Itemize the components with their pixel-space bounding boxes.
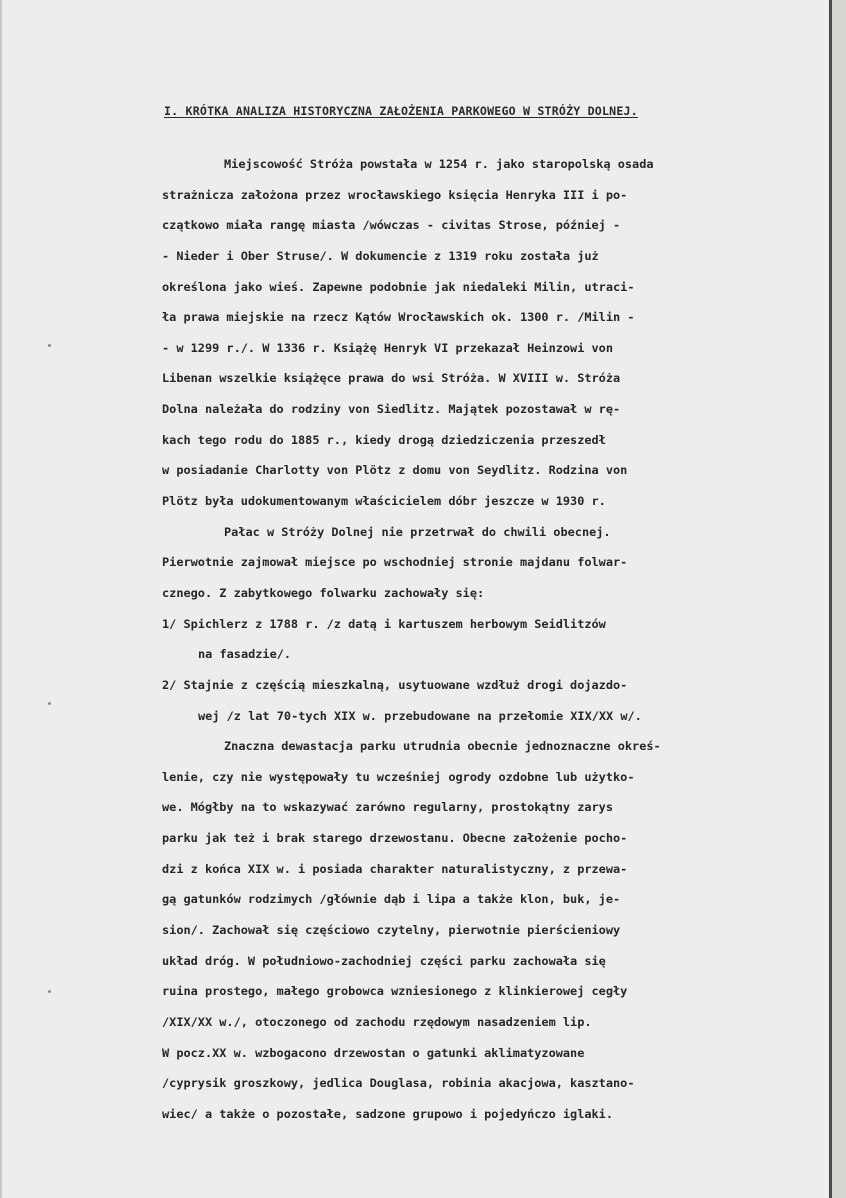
text-line: 2/ Stajnie z częścią mieszkalną, usytuowane wzdłuż drogi dojazdo- xyxy=(162,677,628,692)
text-line: ruina prostego, małego grobowca wzniesionego z klinkierowej cegły xyxy=(162,984,628,999)
text-line: na fasadzie/. xyxy=(198,647,292,662)
text-line: gą gatunków rodzimych /głównie dąb i lipa a także klon, buk, je- xyxy=(162,892,621,907)
text-line: W pocz.XX w. wzbogacono drzewostan o gatunki aklimatyzowane xyxy=(162,1045,585,1060)
text-line: sion/. Zachował się częściowo czytelny, pierwotnie pierścieniowy xyxy=(162,923,621,938)
text-line: 1/ Spichlerz z 1788 r. /z datą i kartuszem herbowym Seidlitzów xyxy=(162,616,606,631)
text-line: wiec/ a także o pozostałe, sadzone grupowo i pojedyńczo iglaki. xyxy=(162,1106,614,1121)
text-line: Pierwotnie zajmował miejsce po wschodniej stronie majdanu folwar- xyxy=(162,555,628,570)
text-line: - Nieder i Ober Struse/. W dokumencie z 1319 roku została już xyxy=(162,248,599,263)
text-line: wej /z lat 70-tych XIX w. przebudowane na przełomie XIX/XX w/. xyxy=(198,708,642,723)
text-line: /XIX/XX w./, otoczonego od zachodu rzędowym nasadzeniem lip. xyxy=(162,1014,592,1029)
text-line: Libenan wszelkie książęce prawa do wsi Stróża. W XVIII w. Stróża xyxy=(162,371,621,386)
text-line: Plötz była udokumentowanym właścicielem dóbr jeszcze w 1930 r. xyxy=(162,494,606,509)
text-line: lenie, czy nie występowały tu wcześniej ogrody ozdobne lub użytko- xyxy=(162,769,635,784)
text-line: /cyprysik groszkowy, jedlica Douglasa, robinia akacjowa, kasztano- xyxy=(162,1076,635,1091)
text-line: określona jako wieś. Zapewne podobnie jak niedaleki Milin, utraci- xyxy=(162,279,635,294)
text-line: kach tego rodu do 1885 r., kiedy drogą dziedziczenia przeszedł xyxy=(162,432,606,447)
punch-hole-mark xyxy=(48,344,51,347)
text-line: układ dróg. W południowo-zachodniej części parku zachowała się xyxy=(162,953,606,968)
body-text xyxy=(162,149,842,1130)
text-line: Dolna należała do rodziny von Siedlitz. Majątek pozostawał w rę- xyxy=(162,402,621,417)
text-line: czątkowo miała rangę miasta /wówczas - civitas Strose, później - xyxy=(162,218,621,233)
text-line: - w 1299 r./. W 1336 r. Książę Henryk VI przekazał Heinzowi von xyxy=(162,340,614,355)
text-line: parku jak też i brak starego drzewostanu. Obecne założenie pocho- xyxy=(162,831,628,846)
section-heading: I. KRÓTKA ANALIZA HISTORYCZNA ZAŁOŻENIA PARKOWEGO W STRÓŻY DOLNEJ. xyxy=(164,104,638,118)
text-line: we. Mógłby na to wskazywać zarówno regularny, prostokątny zarys xyxy=(162,800,614,815)
text-line: Znaczna dewastacja parku utrudnia obecnie jednoznaczne okreś- xyxy=(224,739,661,754)
text-line: w posiadanie Charlotty von Plötz z domu von Seydlitz. Rodzina von xyxy=(162,463,628,478)
text-line: strażnicza założona przez wrocławskiego księcia Henryka III i po- xyxy=(162,187,628,202)
text-line: ła prawa miejskie na rzecz Kątów Wrocławskich ok. 1300 r. /Milin - xyxy=(162,310,635,325)
punch-hole-mark xyxy=(48,702,51,705)
text-line: Pałac w Stróży Dolnej nie przetrwał do chwili obecnej. xyxy=(224,524,611,539)
text-line: cznego. Z zabytkowego folwarku zachowały się: xyxy=(162,585,485,600)
text-line: Miejscowość Stróża powstała w 1254 r. jako staropolską osada xyxy=(224,157,654,171)
punch-hole-mark xyxy=(48,990,51,993)
text-line: dzi z końca XIX w. i posiada charakter naturalistyczny, z przewa- xyxy=(162,861,628,876)
